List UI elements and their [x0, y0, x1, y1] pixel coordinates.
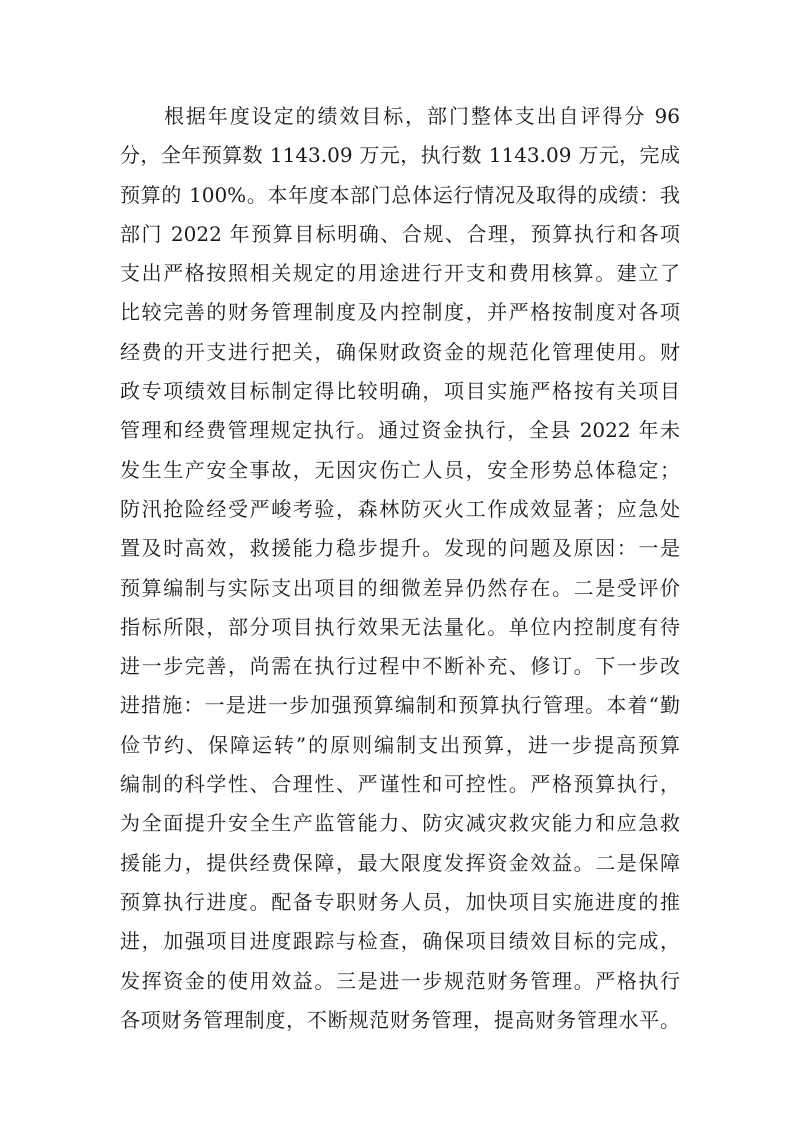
paragraph-line: 发挥资金的使用效益。三是进一步规范财务管理。严格执行 — [120, 968, 680, 993]
paragraph-line: 防汛抢险经受严峻考验，森林防灭火工作成效显著；应急处 — [120, 496, 680, 521]
paragraph-line: 进，加强项目进度跟踪与检查，确保项目绩效目标的完成， — [120, 929, 680, 954]
paragraph-line: 预算的 100%。本年度本部门总体运行情况及取得的成绩：我 — [120, 182, 680, 207]
body-paragraph — [120, 97, 680, 1040]
paragraph-line: 根据年度设定的绩效目标，部门整体支出自评得分 96 — [164, 104, 680, 128]
paragraph-line: 指标所限，部分项目执行效果无法量化。单位内控制度有待 — [120, 614, 680, 639]
paragraph-line: 经费的开支进行把关，确保财政资金的规范化管理使用。财 — [120, 339, 680, 364]
paragraph-line: 各项财务管理制度，不断规范财务管理，提高财务管理水平。 — [120, 1007, 680, 1032]
paragraph-line: 进一步完善，尚需在执行过程中不断补充、修订。下一步改 — [120, 654, 680, 679]
paragraph-line: 援能力，提供经费保障，最大限度发挥资金效益。二是保障 — [120, 850, 680, 875]
paragraph-line: 俭节约、保障运转”的原则编制支出预算，进一步提高预算 — [120, 732, 680, 757]
paragraph-line: 发生生产安全事故，无因灾伤亡人员，安全形势总体稳定； — [120, 457, 680, 482]
paragraph-line: 预算执行进度。配备专职财务人员，加快项目实施进度的推 — [120, 889, 680, 914]
paragraph-line: 部门 2022 年预算目标明确、合规、合理，预算执行和各项 — [120, 221, 680, 246]
paragraph-line: 编制的科学性、合理性、严谨性和可控性。严格预算执行， — [120, 772, 680, 797]
paragraph-line: 支出严格按照相关规定的用途进行开支和费用核算。建立了 — [120, 261, 680, 286]
paragraph-line: 预算编制与实际支出项目的细微差异仍然存在。二是受评价 — [120, 575, 680, 600]
paragraph-line: 置及时高效，救援能力稳步提升。发现的问题及原因：一是 — [120, 536, 680, 561]
paragraph-line: 政专项绩效目标制定得比较明确，项目实施严格按有关项目 — [120, 379, 680, 404]
paragraph-line: 管理和经费管理规定执行。通过资金执行，全县 2022 年未 — [120, 418, 680, 443]
paragraph-line: 分，全年预算数 1143.09 万元，执行数 1143.09 万元，完成 — [120, 143, 680, 168]
paragraph-line: 比较完善的财务管理制度及内控制度，并严格按制度对各项 — [120, 300, 680, 325]
paragraph-line: 进措施：一是进一步加强预算编制和预算执行管理。本着“勤 — [120, 693, 680, 718]
paragraph-line: 为全面提升安全生产监管能力、防灾减灾救灾能力和应急救 — [120, 811, 680, 836]
